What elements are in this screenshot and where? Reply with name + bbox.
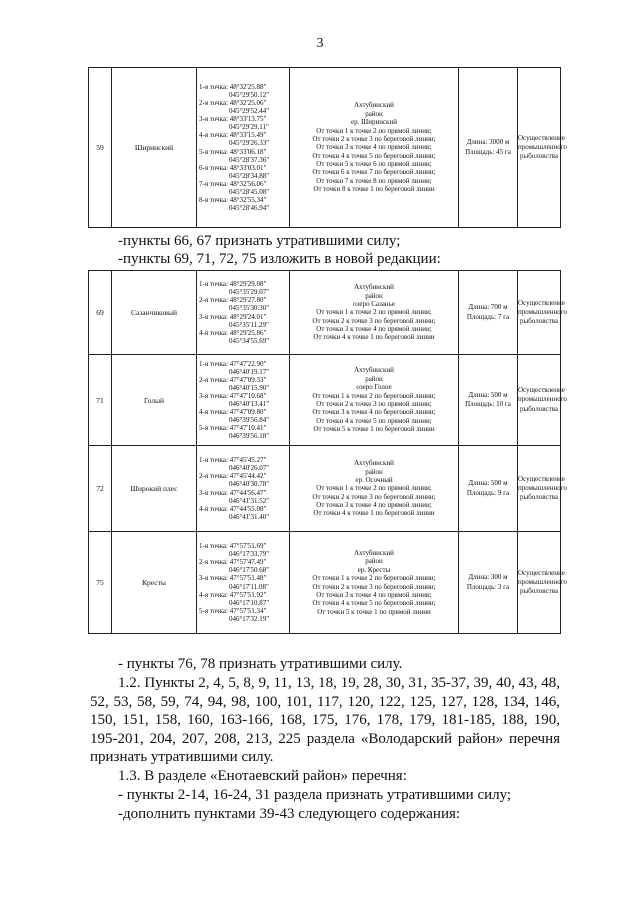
latitude-text: 5-я точка: 47°47'10.41" bbox=[199, 424, 267, 433]
purpose-line: Осуществление bbox=[518, 386, 565, 395]
latitude-text: 3-я точка: 47°57'51.48" bbox=[199, 574, 267, 583]
paragraph-1-3: 1.3. В разделе «Енотаевский район» перечня: bbox=[118, 768, 407, 784]
latitude-text: 8-я точка: 48°32'55.34" bbox=[199, 195, 267, 204]
description-line: От точки 3 к точке 4 по прямой линии; bbox=[316, 590, 432, 599]
coordinate-point bbox=[199, 164, 287, 180]
latitude-text: 5-я точка: 48°33'06.18" bbox=[199, 147, 267, 156]
coordinate-point bbox=[199, 392, 287, 408]
coordinates-cell bbox=[197, 532, 290, 634]
longitude-text: 045°28'45.08" bbox=[229, 187, 270, 196]
coordinates-cell bbox=[197, 355, 290, 446]
description-line: район bbox=[365, 374, 383, 383]
description-line: От точки 7 к точке 8 по прямой линии; bbox=[316, 176, 432, 185]
purpose-line: промышленного bbox=[518, 395, 567, 404]
coordinate-point bbox=[199, 591, 287, 607]
description-line: Ахтубинский bbox=[354, 101, 394, 110]
length-text: Длина: 700 м bbox=[468, 303, 508, 312]
longitude-text: 045°35'29.07" bbox=[229, 288, 270, 297]
coordinate-point bbox=[199, 505, 287, 521]
longitude-text: 045°29'29.11" bbox=[229, 123, 269, 132]
description-line: район bbox=[365, 467, 383, 476]
description-line: От точки 1 к точке 2 по прямой линии; bbox=[316, 308, 432, 317]
latitude-text: 1-я точка: 47°47'22.90" bbox=[199, 359, 267, 368]
coordinate-point bbox=[199, 313, 287, 329]
description-line: От точки 4 к точке 5 по береговой линии; bbox=[312, 599, 436, 608]
description-line: ер. Кресты bbox=[357, 565, 391, 574]
description-line: район bbox=[365, 291, 383, 300]
longitude-text: 046°40'19.17" bbox=[229, 367, 270, 376]
longitude-text: 046°41'31.40" bbox=[229, 512, 270, 521]
latitude-text: 3-я точка: 48°33'13.75" bbox=[199, 115, 267, 124]
description-line: От точки 3 к точке 4 по прямой линии; bbox=[316, 501, 432, 510]
purpose-line: Осуществление bbox=[518, 298, 565, 307]
coordinate-point bbox=[199, 456, 287, 472]
boundary-description-cell bbox=[290, 68, 459, 228]
text-line: - пункты 2-14, 16-24, 31 раздела признать утратившими силу; bbox=[118, 787, 512, 803]
coordinate-point bbox=[199, 180, 287, 196]
boundary-description-cell bbox=[290, 532, 459, 634]
site-number-cell: 59 bbox=[89, 68, 112, 228]
coordinate-point bbox=[199, 115, 287, 131]
coordinate-point bbox=[199, 83, 287, 99]
coordinate-point bbox=[199, 607, 287, 623]
coordinates-cell bbox=[197, 68, 290, 228]
latitude-text: 1-я точка: 47°45'45.27" bbox=[199, 456, 267, 465]
coordinate-point bbox=[199, 131, 287, 147]
purpose-cell bbox=[518, 68, 567, 228]
description-line: От точки 2 к точке 3 по береговой линии; bbox=[312, 134, 436, 143]
longitude-text: 046°40'26.07" bbox=[229, 464, 270, 473]
length-text: Длина: 500 м bbox=[468, 479, 508, 488]
longitude-text: 046°40'30.78" bbox=[229, 480, 270, 489]
site-name-cell: Кресты bbox=[112, 532, 197, 634]
table-row bbox=[89, 446, 561, 532]
page-number: 3 bbox=[316, 36, 324, 51]
length-text: Длина: 300 м bbox=[468, 573, 508, 582]
text-line: -дополнить пунктами 39-43 следующего содержания: bbox=[118, 806, 461, 822]
description-line: От точки 3 к точке 4 по прямой линии; bbox=[316, 143, 432, 152]
longitude-text: 046°39'56.84" bbox=[229, 416, 270, 425]
length-text: Длина: 3000 м bbox=[466, 138, 510, 147]
description-line: От точки 2 к точке 3 по береговой линии; bbox=[312, 492, 436, 501]
purpose-line: Осуществление bbox=[518, 133, 565, 142]
latitude-text: 2-я точка: 48°29'27.80" bbox=[199, 296, 267, 305]
boundary-description-cell bbox=[290, 355, 459, 446]
longitude-text: 046°17'33.79" bbox=[229, 550, 270, 559]
description-line: От точки 1 к точке 2 по прямой линии; bbox=[316, 484, 432, 493]
longitude-text: 045°34'55.69" bbox=[229, 336, 270, 345]
purpose-line: Осуществление bbox=[518, 568, 565, 577]
description-line: ер. Ширинский bbox=[351, 118, 397, 127]
table-body bbox=[89, 271, 567, 634]
coordinate-point bbox=[199, 472, 287, 488]
coordinate-point bbox=[199, 329, 287, 345]
table-row bbox=[89, 355, 561, 446]
site-number-cell: 75 bbox=[89, 532, 112, 634]
longitude-text: 045°29'52.44" bbox=[229, 107, 270, 116]
site-name-cell: Голый bbox=[112, 355, 197, 446]
purpose-line: промышленного bbox=[518, 142, 567, 151]
boundary-description-cell bbox=[290, 446, 459, 532]
description-line: От точки 4 к точке 1 по береговой линии bbox=[313, 333, 435, 342]
description-line: От точки 4 к точке 5 по прямой линии; bbox=[316, 416, 432, 425]
purpose-line: промышленного bbox=[518, 307, 567, 316]
coordinate-point bbox=[199, 542, 287, 558]
site-name-cell: Ширинский bbox=[112, 68, 197, 228]
longitude-text: 046°17'10.87" bbox=[229, 598, 270, 607]
longitude-text: 045°35'11.29" bbox=[229, 320, 269, 329]
latitude-text: 4-я точка: 47°44'55.08" bbox=[199, 504, 267, 513]
text-line: -пункты 66, 67 признать утратившими силу; bbox=[118, 233, 401, 249]
description-line: От точки 2 к точке 3 по береговой линии; bbox=[312, 316, 436, 325]
description-line: От точки 2 к точке 3 по прямой линии; bbox=[316, 400, 432, 408]
description-line: район bbox=[365, 109, 383, 118]
area-text: Площадь: 45 га bbox=[465, 147, 511, 156]
longitude-text: 046°17'11.08" bbox=[229, 582, 269, 591]
purpose-line: рыболовства bbox=[520, 317, 558, 326]
table-body bbox=[89, 68, 567, 228]
coordinate-point bbox=[199, 424, 287, 440]
site-number-cell: 69 bbox=[89, 271, 112, 355]
description-line: район bbox=[365, 557, 383, 566]
coordinate-point bbox=[199, 360, 287, 376]
description-line: От точки 5 к точке 1 по прямой линии bbox=[317, 607, 431, 616]
description-line: Ахтубинский bbox=[354, 366, 394, 375]
description-line: От точки 1 к точке 2 по береговой линии; bbox=[312, 574, 436, 583]
description-line: От точки 8 к точке 1 по береговой линии bbox=[313, 185, 435, 194]
coordinate-point bbox=[199, 280, 287, 296]
size-cell bbox=[459, 271, 518, 355]
description-line: От точки 6 к точке 7 по береговой линии; bbox=[312, 168, 436, 177]
coordinate-point bbox=[199, 558, 287, 574]
site-name-cell: Широкий плес bbox=[112, 446, 197, 532]
fishing-sites-table bbox=[88, 270, 567, 634]
coordinate-point bbox=[199, 408, 287, 424]
purpose-line: рыболовства bbox=[520, 587, 558, 596]
coordinates-cell bbox=[197, 446, 290, 532]
site-number-cell: 72 bbox=[89, 446, 112, 532]
paragraph-1-2: 1.2. Пункты 2, 4, 5, 8, 9, 11, 13, 18, 19, 28, 30, 31, 35-37, 39, 40, 43, 48, 52, 53, 58, 59, 74, 94, 98, 100, 101, 117, 120, 122, 125, 127, 128, 134, 146, 150, 151, 158, 160, 163-166, 168, 175, 176, 178, 179, 181-185, 188, 190, 195-201, 204, 207, 208, 213, 225 раздела «Володарский район» перечня признать утратившими силу. bbox=[90, 675, 560, 765]
description-line: Ахтубинский bbox=[354, 548, 394, 557]
purpose-line: рыболовства bbox=[520, 493, 558, 502]
purpose-cell bbox=[518, 355, 567, 446]
length-text: Длина: 500 м bbox=[468, 390, 508, 399]
longitude-text: 046°39'56.18" bbox=[229, 432, 270, 441]
size-cell bbox=[459, 446, 518, 532]
latitude-text: 1-я точка: 47°57'51.69" bbox=[199, 542, 267, 551]
description-line: От точки 5 к точке 1 по береговой линии bbox=[313, 425, 435, 434]
latitude-text: 3-я точка: 48°29'24.01" bbox=[199, 312, 267, 321]
size-cell bbox=[459, 355, 518, 446]
purpose-cell bbox=[518, 446, 567, 532]
longitude-text: 046°41'31.52" bbox=[229, 496, 270, 505]
table-row bbox=[89, 532, 561, 634]
table-row bbox=[89, 271, 561, 355]
description-line: озеро Сазанье bbox=[353, 299, 395, 308]
description-line: От точки 1 к точке 2 по прямой линии; bbox=[316, 126, 432, 135]
table-row bbox=[89, 68, 561, 228]
latitude-text: 2-я точка: 48°32'25.06" bbox=[199, 99, 267, 108]
latitude-text: 2-я точка: 47°47'09.33" bbox=[199, 375, 267, 384]
fishing-sites-table bbox=[88, 67, 567, 228]
description-line: Ахтубинский bbox=[354, 283, 394, 292]
coordinate-point bbox=[199, 296, 287, 312]
description-line: озеро Голое bbox=[356, 383, 392, 392]
description-line: От точки 5 к точке 6 по прямой линии; bbox=[316, 160, 432, 169]
latitude-text: 7-я точка: 48°32'56.06" bbox=[199, 179, 267, 188]
latitude-text: 1-я точка: 48°29'29.08" bbox=[199, 280, 267, 289]
longitude-text: 046°17'50.68" bbox=[229, 566, 270, 575]
area-text: Площадь: 10 га bbox=[465, 400, 511, 408]
longitude-text: 045°29'50.12" bbox=[229, 91, 270, 100]
coordinate-point bbox=[199, 148, 287, 164]
purpose-cell bbox=[518, 271, 567, 355]
coordinates-cell bbox=[197, 271, 290, 355]
description-line: От точки 3 к точке 4 по береговой линии; bbox=[312, 408, 436, 417]
purpose-line: промышленного bbox=[518, 483, 567, 492]
latitude-text: 2-я точка: 47°45'44.42" bbox=[199, 472, 267, 481]
longitude-text: 046°17'32.19" bbox=[229, 614, 270, 623]
text-line: -пункты 69, 71, 72, 75 изложить в новой редакции: bbox=[118, 251, 441, 267]
description-line: Ахтубинский bbox=[354, 459, 394, 468]
coordinate-point bbox=[199, 196, 287, 212]
boundary-description-cell bbox=[290, 271, 459, 355]
latitude-text: 1-я точка: 48°32'25.88" bbox=[199, 83, 267, 92]
text-line: - пункты 76, 78 признать утратившими силу. bbox=[118, 656, 403, 672]
longitude-text: 045°29'26.33" bbox=[229, 139, 270, 148]
purpose-line: рыболовства bbox=[520, 152, 558, 161]
site-name-cell: Сазанчиковый bbox=[112, 271, 197, 355]
area-text: Площадь: 9 га bbox=[466, 488, 510, 497]
longitude-text: 045°28'34.88" bbox=[229, 171, 270, 180]
latitude-text: 3-я точка: 47°44'56.47" bbox=[199, 488, 267, 497]
latitude-text: 4-я точка: 47°47'09.80" bbox=[199, 408, 267, 417]
latitude-text: 2-я точка: 47°57'47.49" bbox=[199, 558, 267, 567]
description-line: От точки 2 к точке 3 по береговой линии; bbox=[312, 582, 436, 591]
description-line: От точки 3 к точке 4 по прямой линии; bbox=[316, 325, 432, 334]
latitude-text: 4-я точка: 48°29'25.86" bbox=[199, 328, 267, 337]
purpose-line: рыболовства bbox=[520, 404, 558, 413]
description-line: ер. Осочный bbox=[355, 475, 393, 484]
description-line: От точки 4 к точке 5 по береговой линии; bbox=[312, 151, 436, 160]
area-text: Площадь: 3 га bbox=[466, 582, 510, 591]
purpose-line: промышленного bbox=[518, 577, 567, 586]
latitude-text: 3-я точка: 47°47'10.68" bbox=[199, 391, 267, 400]
coordinate-point bbox=[199, 489, 287, 505]
longitude-text: 046°40'15.90" bbox=[229, 383, 270, 392]
latitude-text: 4-я точка: 48°33'15.49" bbox=[199, 131, 267, 140]
latitude-text: 5-я точка: 47°57'51.34" bbox=[199, 606, 267, 615]
coordinate-point bbox=[199, 574, 287, 590]
latitude-text: 6-я точка: 48°33'03.01" bbox=[199, 163, 267, 172]
size-cell bbox=[459, 68, 518, 228]
area-text: Площадь: 7 га bbox=[466, 312, 510, 321]
site-number-cell: 71 bbox=[89, 355, 112, 446]
coordinate-point bbox=[199, 376, 287, 392]
longitude-text: 045°28'37.36" bbox=[229, 155, 270, 164]
latitude-text: 4-я точка: 47°57'51.92" bbox=[199, 590, 267, 599]
longitude-text: 046°40'13.41" bbox=[229, 400, 270, 408]
description-line: От точки 1 к точке 2 по береговой линии; bbox=[312, 391, 436, 400]
description-line: От точки 4 к точке 1 по береговой линии bbox=[313, 509, 435, 518]
purpose-cell bbox=[518, 532, 567, 634]
longitude-text: 045°28'46.94" bbox=[229, 203, 270, 212]
purpose-line: Осуществление bbox=[518, 474, 565, 483]
longitude-text: 045°35'30.30" bbox=[229, 304, 270, 313]
coordinate-point bbox=[199, 99, 287, 115]
size-cell bbox=[459, 532, 518, 634]
